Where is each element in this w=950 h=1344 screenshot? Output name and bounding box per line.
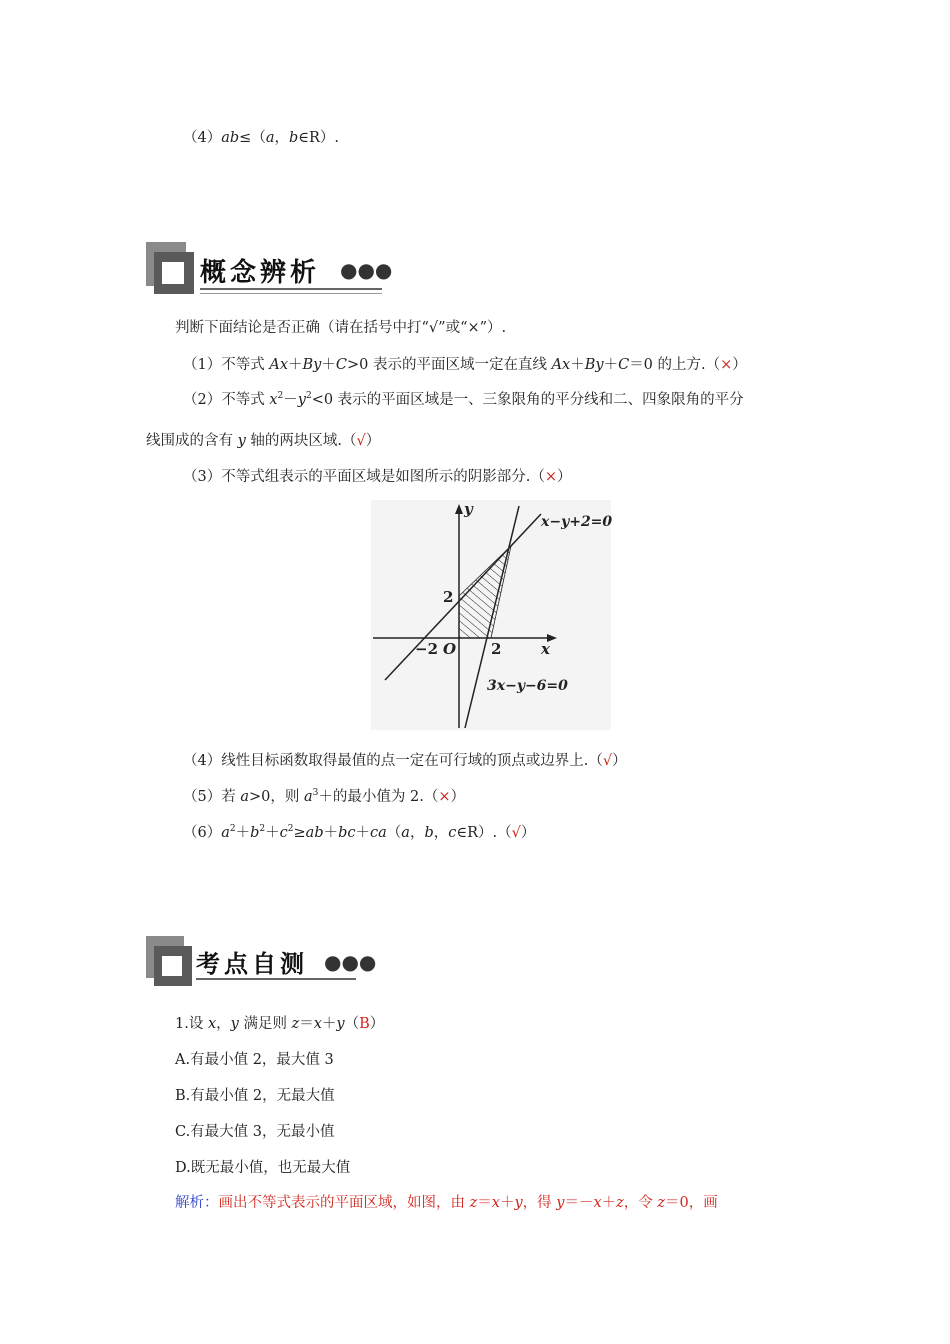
- tick-x2: 2: [491, 640, 502, 658]
- comma: ，: [274, 130, 289, 146]
- exercise-1: [175, 1014, 384, 1034]
- q-text: ，: [433, 825, 449, 841]
- math: By: [302, 357, 322, 373]
- math: c: [448, 825, 457, 841]
- q-text: （3）不等式组表示的平面区域是如图所示的阴影部分.（: [183, 469, 545, 485]
- symbol: ≤（: [239, 130, 266, 146]
- x-axis-label: x: [541, 640, 550, 658]
- banner-rule: [200, 288, 382, 290]
- y-axis-arrow: [455, 504, 463, 514]
- math: ＋: [323, 825, 339, 841]
- q-text: ＝0 的上方.（: [629, 357, 721, 373]
- section-banner-concepts: [146, 242, 393, 302]
- math: z: [469, 1195, 478, 1211]
- exponent: 2: [305, 391, 312, 402]
- var-a: a: [265, 130, 275, 146]
- q-text: ＋的最小值为 2.（: [318, 789, 439, 805]
- math: ＋: [499, 1195, 515, 1211]
- q-text: ）: [520, 825, 536, 841]
- section-title: 概念辨析: [200, 258, 321, 288]
- q-text: <0 表示的平面区域是一、三象限角的平分线和二、四象限角的平分: [311, 392, 744, 408]
- question-2-cont: [146, 431, 380, 451]
- math: x: [207, 1016, 217, 1032]
- math: －: [283, 392, 298, 408]
- math: bc: [338, 825, 356, 841]
- math: x: [593, 1195, 602, 1211]
- tick-y2: 2: [443, 588, 454, 606]
- math: ＋: [321, 1016, 337, 1032]
- math: ＝－: [564, 1195, 594, 1211]
- math: ab: [305, 825, 324, 841]
- math: Ax: [551, 357, 571, 373]
- q-text: （5）若: [183, 789, 241, 805]
- math: ＋: [321, 357, 336, 373]
- math: x: [269, 392, 278, 408]
- math: y: [297, 392, 306, 408]
- exponent: 2: [229, 824, 236, 835]
- choice-d: D.既无最小值，也无最大值: [175, 1160, 351, 1176]
- math: b: [250, 825, 260, 841]
- line-1: [385, 514, 541, 680]
- math: a: [221, 825, 230, 841]
- math: a: [401, 825, 410, 841]
- choice-c: C.有最大值 3，无最小值: [175, 1124, 335, 1140]
- math: a: [240, 789, 249, 805]
- answer-mark: √: [602, 753, 613, 769]
- math: ＋: [570, 357, 585, 373]
- q-text: 轴的两块区域.（: [245, 433, 357, 449]
- analysis-text: 画出不等式表示的平面区域，如图，由: [218, 1195, 470, 1211]
- region-figure: [371, 500, 611, 730]
- answer-mark: √: [356, 433, 366, 449]
- math: ＋: [601, 1195, 617, 1211]
- origin-label: O: [443, 640, 457, 658]
- math: ＋: [265, 825, 280, 841]
- q-text: ）: [612, 753, 627, 769]
- math: y: [230, 1016, 239, 1032]
- section-title: 考点自测: [196, 950, 308, 978]
- section-banner-self-test: [146, 936, 377, 991]
- var-b: b: [288, 130, 299, 146]
- intro-text: 判断下面结论是否正确（请在括号中打“√”或“×”）.: [175, 320, 507, 336]
- item-prefix: （4）: [183, 130, 222, 146]
- banner-square-icon: [146, 242, 194, 294]
- math: a: [303, 789, 313, 805]
- question-2: [183, 390, 744, 410]
- q-text: （6）: [183, 825, 222, 841]
- math: y: [237, 433, 246, 449]
- math: c: [279, 825, 288, 841]
- q-text: 1.设: [175, 1016, 208, 1032]
- math: y: [556, 1195, 565, 1211]
- q-text: >0 表示的平面区域一定在直线: [346, 357, 552, 373]
- q-text: （: [344, 1016, 360, 1032]
- q-text: ，: [409, 825, 425, 841]
- q-text: ）: [557, 469, 572, 485]
- q-text: >0，则: [249, 789, 304, 805]
- analysis-text: ，得: [522, 1195, 557, 1211]
- section-dots: ●●●: [340, 258, 393, 282]
- question-3: [183, 467, 572, 487]
- math: z: [657, 1195, 666, 1211]
- question-4: [183, 751, 627, 771]
- q-text: 线围成的含有: [146, 433, 238, 449]
- banner-rule: [196, 978, 356, 980]
- answer-mark: ×: [438, 789, 451, 805]
- exponent: 2: [287, 824, 294, 835]
- q-text: ）: [369, 1016, 385, 1032]
- choice-b: B.有最小值 2，无最大值: [175, 1088, 335, 1104]
- exponent: 2: [277, 391, 284, 402]
- answer-mark: √: [511, 825, 521, 841]
- math: C: [335, 357, 347, 373]
- var-ab: ab: [221, 130, 240, 146]
- math: z: [291, 1016, 300, 1032]
- analysis-label: 解析：: [175, 1195, 219, 1211]
- math: ca: [370, 825, 387, 841]
- banner-square-icon: [146, 936, 192, 986]
- q-text: ，: [216, 1016, 231, 1032]
- math: ≥: [293, 825, 306, 841]
- q-text: 满足则: [238, 1016, 292, 1032]
- q-text: （: [386, 825, 402, 841]
- answer-mark: ×: [544, 469, 557, 485]
- choice-a: A.有最小值 2，最大值 3: [175, 1052, 334, 1068]
- math: y: [336, 1016, 345, 1032]
- banner-rule-2: [200, 293, 382, 294]
- q-text: ）: [732, 357, 747, 373]
- q-text: （2）不等式: [183, 392, 270, 408]
- line-2-label: 3x−y−6=0: [487, 678, 568, 694]
- q-text: （4）线性目标函数取得最值的点一定在可行域的顶点或边界上.（: [183, 753, 603, 769]
- y-axis-label: y: [464, 500, 473, 518]
- math: b: [424, 825, 434, 841]
- math: C: [618, 357, 630, 373]
- math: By: [584, 357, 604, 373]
- math: ＋: [603, 357, 619, 373]
- analysis-text: ，令: [623, 1195, 658, 1211]
- math: ＋: [235, 825, 251, 841]
- exponent: 3: [312, 788, 319, 799]
- analysis-text: ＝0，画: [665, 1195, 718, 1211]
- line-1-label: x−y+2=0: [541, 514, 613, 530]
- math: Ax: [269, 357, 288, 373]
- math: z: [616, 1195, 624, 1211]
- q-text: ）: [365, 433, 381, 449]
- tick-neg2: −2: [415, 640, 439, 658]
- analysis: [175, 1193, 718, 1213]
- question-5: [183, 787, 465, 807]
- math: ＝: [299, 1016, 314, 1032]
- math: x: [491, 1195, 500, 1211]
- item-4-top: [183, 128, 339, 148]
- domain: ∈R）.: [298, 130, 340, 146]
- answer-mark: ×: [720, 357, 733, 373]
- q-text: （1）不等式: [183, 357, 270, 373]
- q-text: ）: [450, 789, 465, 805]
- math: ＋: [355, 825, 371, 841]
- section-dots: ●●●: [324, 950, 377, 974]
- question-6: [183, 823, 535, 843]
- math: y: [514, 1195, 523, 1211]
- question-1: [183, 355, 747, 375]
- math: ＝: [477, 1195, 492, 1211]
- math: x: [313, 1016, 322, 1032]
- answer-choice: B: [359, 1016, 370, 1032]
- exponent: 2: [259, 824, 266, 835]
- math: ＋: [288, 357, 303, 373]
- q-text: ∈R）.（: [456, 825, 512, 841]
